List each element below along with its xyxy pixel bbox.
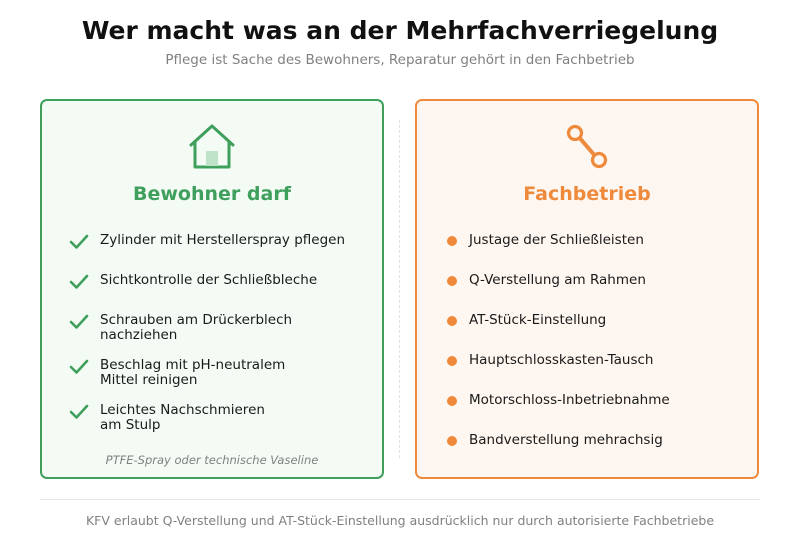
- footer-divider: [40, 499, 760, 500]
- resident-item-text-cont: am Stulp: [100, 417, 161, 433]
- specialist-item-text: Hauptschlosskasten-Tausch: [469, 352, 654, 368]
- specialist-title: Fachbetrieb: [523, 183, 651, 205]
- checkmark-icon: [68, 403, 90, 425]
- checkmark-icon: [68, 273, 90, 295]
- wrench-icon: [417, 123, 757, 175]
- specialist-item-text: Motorschloss-Inbetriebnahme: [469, 392, 670, 408]
- page-subtitle: Pflege ist Sache des Bewohners, Reparatur gehört in den Fachbetrieb: [165, 52, 635, 68]
- checkmark-icon: [68, 313, 90, 335]
- resident-item-text-cont: nachziehen: [100, 327, 178, 343]
- resident-item-text: Zylinder mit Herstellerspray pflegen: [100, 232, 346, 248]
- bullet-dot: [443, 233, 457, 246]
- specialist-item-text: AT-Stück-Einstellung: [469, 312, 607, 328]
- column-divider: [399, 120, 400, 458]
- checkmark-icon: [68, 233, 90, 255]
- checkmark-icon: [68, 358, 90, 380]
- resident-item-text: Sichtkontrolle der Schließbleche: [100, 272, 318, 288]
- resident-item-text: Leichtes Nachschmieren: [100, 402, 265, 418]
- resident-title: Bewohner darf: [133, 183, 291, 205]
- footer-note: KFV erlaubt Q-Verstellung und AT-Stück-Einstellung ausdrücklich nur durch autorisierte Fachbetriebe: [85, 513, 715, 528]
- resident-note: PTFE-Spray oder technische Vaseline: [105, 453, 319, 467]
- resident-item-text: Schrauben am Drückerblech: [100, 312, 293, 328]
- resident-item-text: Beschlag mit pH-neutralem: [100, 357, 286, 373]
- house-icon: [42, 123, 382, 175]
- bullet-dot: [443, 313, 457, 326]
- page-title: Wer macht was an der Mehrfachverriegelung: [81, 16, 719, 45]
- specialist-item-text: Bandverstellung mehrachsig: [469, 432, 663, 448]
- resident-card: [40, 99, 384, 479]
- bullet-dot: [443, 393, 457, 406]
- specialist-item-text: Justage der Schließleisten: [469, 232, 644, 248]
- bullet-dot: [443, 273, 457, 286]
- resident-item-text-cont: Mittel reinigen: [100, 372, 198, 388]
- specialist-card: [415, 99, 759, 479]
- specialist-item-text: Q-Verstellung am Rahmen: [469, 272, 646, 288]
- bullet-dot: [443, 353, 457, 366]
- bullet-dot: [443, 433, 457, 446]
